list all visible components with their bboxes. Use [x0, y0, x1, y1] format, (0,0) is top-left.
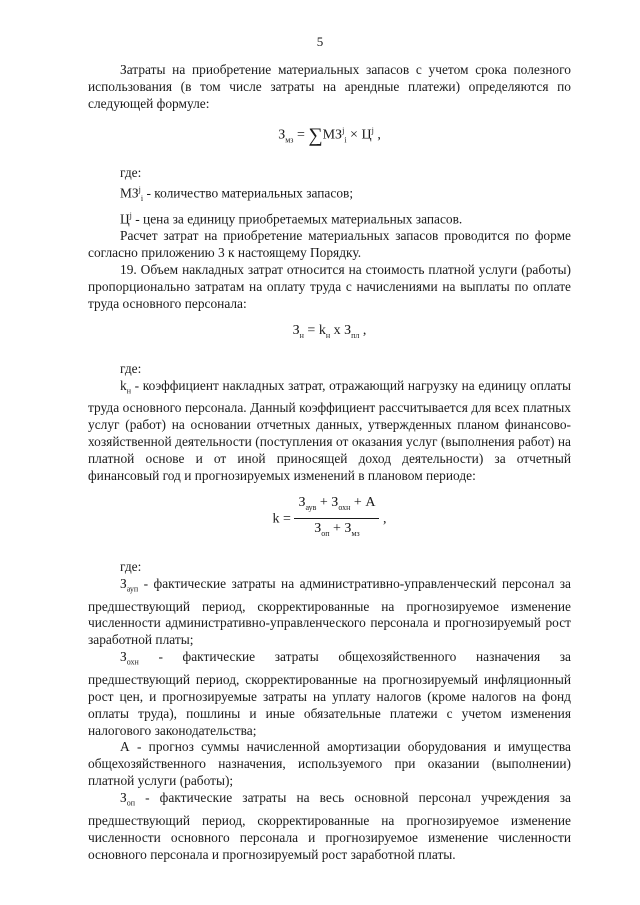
definition-general-costs: $З_{охн}$ - фактические затраты общехозяйственного назначения за предшествующий период, скорректированные на прогнозируемый инфляционный рост цен, и прогнозируемые затраты на уплату налогов (кроме налогов на фонд оплаты труда), пошлины и иные обязательные платежи с учетом изменения налогового законодательства;	[88, 649, 571, 738]
paragraph-calculation-form: Расчет затрат на приобретение материальных запасов проводится по форме согласно приложению 3 к настоящему Порядку.	[88, 228, 571, 261]
paragraph-material-costs: Затраты на приобретение материальных запасов с учетом срока полезного использования (в том числе затраты на арендные платежи) определяются по следующей формуле:	[88, 62, 571, 111]
fraction	[294, 495, 379, 543]
fraction-denominator: $З_{оп} + З_{мз}$	[314, 521, 360, 539]
where-label: где:	[120, 360, 142, 376]
definition-unit-price: $Ц^j$ - цена за единицу приобретаемых материальных запасов.	[120, 211, 463, 227]
page-number: 5	[316, 34, 324, 49]
definition-overhead-coefficient: $k_н$ - коэффициент накладных затрат, отражающий нагрузку на единицу оплаты труда основного персонала. Данный коэффициент рассчитывается для всех платных услуг (работ) на основании отчетных данных, утвержденных планом финансово-хозяйственной деятельности (поступления от оказания услуг (выполнения работ) на платной основе и от иной приносящей доход деятельности) за отчетный финансовый год и прогнозируемых изменений в плановом периоде:	[88, 377, 571, 483]
definition-admin-costs: $З_{ауп}$ - фактические затраты на административно-управленческий персонал за предшествующий период, скорректированные на прогнозируемое изменение численности административно-управленческого персонала и прогнозируемый рост заработной платы;	[88, 575, 571, 648]
document-body	[88, 62, 571, 863]
definition-staff-costs: $З_{оп}$ - фактические затраты на весь основной персонал учреждения за предшествующий период, скорректированные на прогнозируемое изменение численности основного персонала и прогнозируемое изменение численности основного персонала и прогнозируемый рост заработной платы.	[88, 790, 571, 862]
formula-overhead-costs: $З_н = k_н$ х $З_{пл}$ ,	[292, 322, 367, 340]
formula-material-costs: $З_{мз} = \sum МЗ^j_i \times Ц^j$ ,	[278, 124, 381, 147]
where-label: где:	[120, 559, 142, 575]
sum-symbol: ∑	[308, 124, 323, 147]
where-label: где:	[120, 165, 142, 181]
fraction-numerator: $З_{аув} + З_{охн} + A$	[294, 495, 379, 520]
definition-material-quantity: $МЗ^j_i$ - количество материальных запасов;	[120, 184, 354, 204]
definition-amortization: А - прогноз суммы начисленной амортизации оборудования и имущества общехозяйственного назначения, используемого при оказании (выполнении) платной услуги (работы);	[88, 739, 571, 789]
paragraph-overhead-costs: 19. Объем накладных затрат относится на стоимость платной услуги (работы) пропорционально затратам на оплату труда с начислениями на выплаты по оплате труда основного персонала:	[88, 262, 571, 312]
formula-coefficient: k = $\frac{З_{аув} + З_{охн} + A}{З_{оп} + З_{мз}}$ ,	[88, 495, 571, 543]
